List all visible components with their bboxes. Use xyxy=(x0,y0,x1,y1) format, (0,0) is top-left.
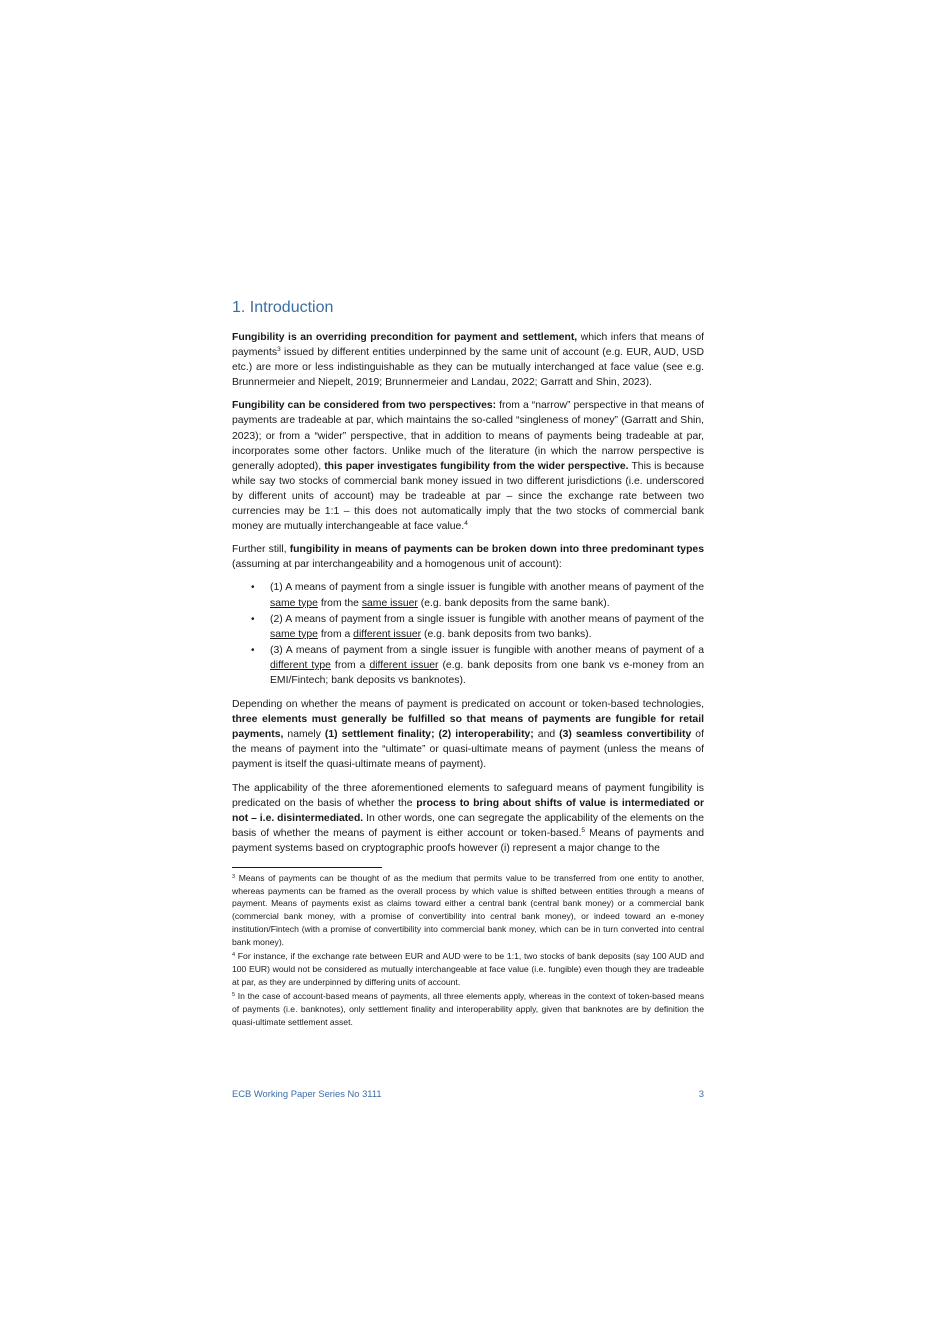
list-item-underline: same type xyxy=(270,597,318,609)
list-item-underline: same issuer xyxy=(361,597,418,609)
p4-text-3: and xyxy=(533,729,560,741)
p5-bold-1: process to bring about shifts of value is intermediated or not – i.e. disintermediated. xyxy=(232,797,704,824)
footnote-3 xyxy=(232,872,704,948)
p3-text-1: Further still, xyxy=(232,544,290,556)
p2-text-1: from a “narrow” perspective in that means of payments are tradeable at par, which maintains the so-called “singleness of money” (Garratt and Shin, 2023); or from a “wider” perspective, that in addition to means of payments being tradeable at par, incorporates some other factors. Unlike much of the literature (in which the narrow perspective is generally adopted), xyxy=(232,400,704,472)
list-item-text: (3) A means of payment from a single issuer is fungible with another means of payment of a xyxy=(270,644,704,656)
list-item-text: (2) A means of payment from a single issuer is fungible with another means of payment of the xyxy=(270,613,704,625)
paragraph-2 xyxy=(232,398,704,534)
p4-bold-2: (1) settlement finality; (2) interoperability; xyxy=(324,729,534,741)
p3-bold-1: fungibility in means of payments can be broken down into three predominant types xyxy=(289,544,704,556)
p1-lead: Fungibility is an overriding precondition for payment and settlement, xyxy=(232,332,578,343)
bullet-glyph: • xyxy=(251,613,255,625)
list-item-underline: different issuer xyxy=(369,659,439,671)
page-footer xyxy=(232,1088,704,1102)
bullet-glyph: • xyxy=(251,582,255,594)
list-item-text: (e.g. bank deposits from the same bank). xyxy=(417,597,610,609)
footnote-number: 4 xyxy=(232,952,236,959)
list-item-underline: different issuer xyxy=(353,628,422,640)
footnote-divider xyxy=(232,867,382,868)
page-number: 3 xyxy=(698,1088,704,1099)
series-label: ECB Working Paper Series No 3111 xyxy=(232,1088,382,1099)
p4-bold-1: three elements must generally be fulfilled so that means of payments are fungible for retail payments, xyxy=(232,714,704,741)
list-item xyxy=(251,580,704,610)
p5-text-2: In other words, one can segregate the applicability of the elements on the basis of whether the means of payment is either account or token-based. xyxy=(232,812,704,839)
list-item xyxy=(251,643,704,688)
paragraph-4 xyxy=(232,697,704,772)
p2-bold-1: this paper investigates fungibility from the wider perspective. xyxy=(324,460,629,472)
paragraph-3 xyxy=(232,542,704,572)
p1-text-2: issued by different entities underpinned by the same unit of account (e.g. EUR, AUD, USD etc.) are more or less indistinguishable as they can be mutually interchanged at face value (see e.g. Brunnermeier and Niepelt, 2019; Brunnermeier and Landau, 2022; Garratt and Shin, 2023). xyxy=(232,347,704,389)
p4-text-2: namely xyxy=(283,729,325,741)
footnote-5 xyxy=(232,990,704,1028)
list-item-text: from a xyxy=(317,628,354,640)
bullet-glyph: • xyxy=(251,644,255,656)
p5-text-1: The applicability of the three aforementioned elements to safeguard means of payment fungibility is predicated on the basis of whether the xyxy=(232,782,704,809)
fungibility-types-list xyxy=(232,580,704,688)
paragraph-5 xyxy=(232,781,704,856)
p4-bold-3: (3) seamless convertibility xyxy=(559,729,692,741)
footnote-4 xyxy=(232,950,704,988)
footnote-ref-5[interactable]: 5 xyxy=(581,826,585,834)
footnotes xyxy=(232,872,704,1030)
list-item-underline: different type xyxy=(270,659,331,671)
p4-text-4: of the means of payment into the “ultimate” or quasi-ultimate means of payment (unless the means of payment is itself the quasi-ultimate means of payment). xyxy=(232,729,704,771)
p3-text-2: (assuming at par interchangeability and a homogenous unit of account): xyxy=(232,559,562,571)
footnote-number: 3 xyxy=(232,874,236,880)
list-item-text: from the xyxy=(317,597,362,609)
list-item-text: (e.g. bank deposits from two banks). xyxy=(421,628,592,640)
list-item-text: (e.g. bank deposits from one bank vs e-money from an EMI/Fintech; bank deposits vs banknotes). xyxy=(270,659,704,686)
p5-text-3: Means of payments and payment systems based on cryptographic proofs however (i) represent a major change to the xyxy=(232,827,704,854)
p1-text-1: which infers that means of payments xyxy=(232,332,704,359)
footnote-text: Means of payments can be thought of as the medium that permits value to be transferred from one entity to another, whereas payments can be framed as the overall process by which value is shifted between entities through a means of payment. Means of payments exist as claims toward either a central bank (central bank money) or a commercial bank (commercial bank money, with a promise of convertibility into central bank money), or indeed toward an e-money institution/Fintech (with a promise of convertibility into commercial bank money, which can be in turn converted into central bank money). xyxy=(232,873,704,947)
footnote-number: 5 xyxy=(232,992,236,999)
list-item-underline: same type xyxy=(270,628,318,640)
list-item-text: from a xyxy=(330,659,370,671)
section-title: 1. Introduction xyxy=(232,299,334,316)
p4-text-1: Depending on whether the means of payment is predicated on account or token-based technologies, xyxy=(232,699,704,711)
list-item-text: (1) A means of payment from a single issuer is fungible with another means of payment of the xyxy=(270,582,704,594)
p2-lead: Fungibility can be considered from two perspectives: xyxy=(232,400,497,412)
footnote-ref-4[interactable]: 4 xyxy=(464,520,468,528)
footnote-ref-3[interactable]: 3 xyxy=(277,346,281,354)
list-item xyxy=(251,612,704,642)
footnote-text: In the case of account-based means of payments, all three elements apply, whereas in the context of token-based means of payments (i.e. banknotes), only settlement finality and interoperability apply, given that banknotes are by definition the quasi-ultimate settlement asset. xyxy=(232,991,704,1027)
main-content xyxy=(232,298,704,864)
p2-text-2: This is because while say two stocks of commercial bank money issued in two different jurisdictions (i.e. underscored by different units of account) may be tradeable at par – since the exchange rate between two currencies may be 1:1 – this does not automatically imply that the two stocks of commercial bank money are mutually interchangeable at face value. xyxy=(232,460,704,533)
footnote-text: For instance, if the exchange rate between EUR and AUD were to be 1:1, two stocks of bank deposits (say 100 AUD and 100 EUR) would not be considered as mutually interchangeable at face value (i.e. fungible) even though they are tradeable at par, as they are underpinned by differing units of account. xyxy=(232,951,704,987)
paragraph-1 xyxy=(232,330,704,390)
